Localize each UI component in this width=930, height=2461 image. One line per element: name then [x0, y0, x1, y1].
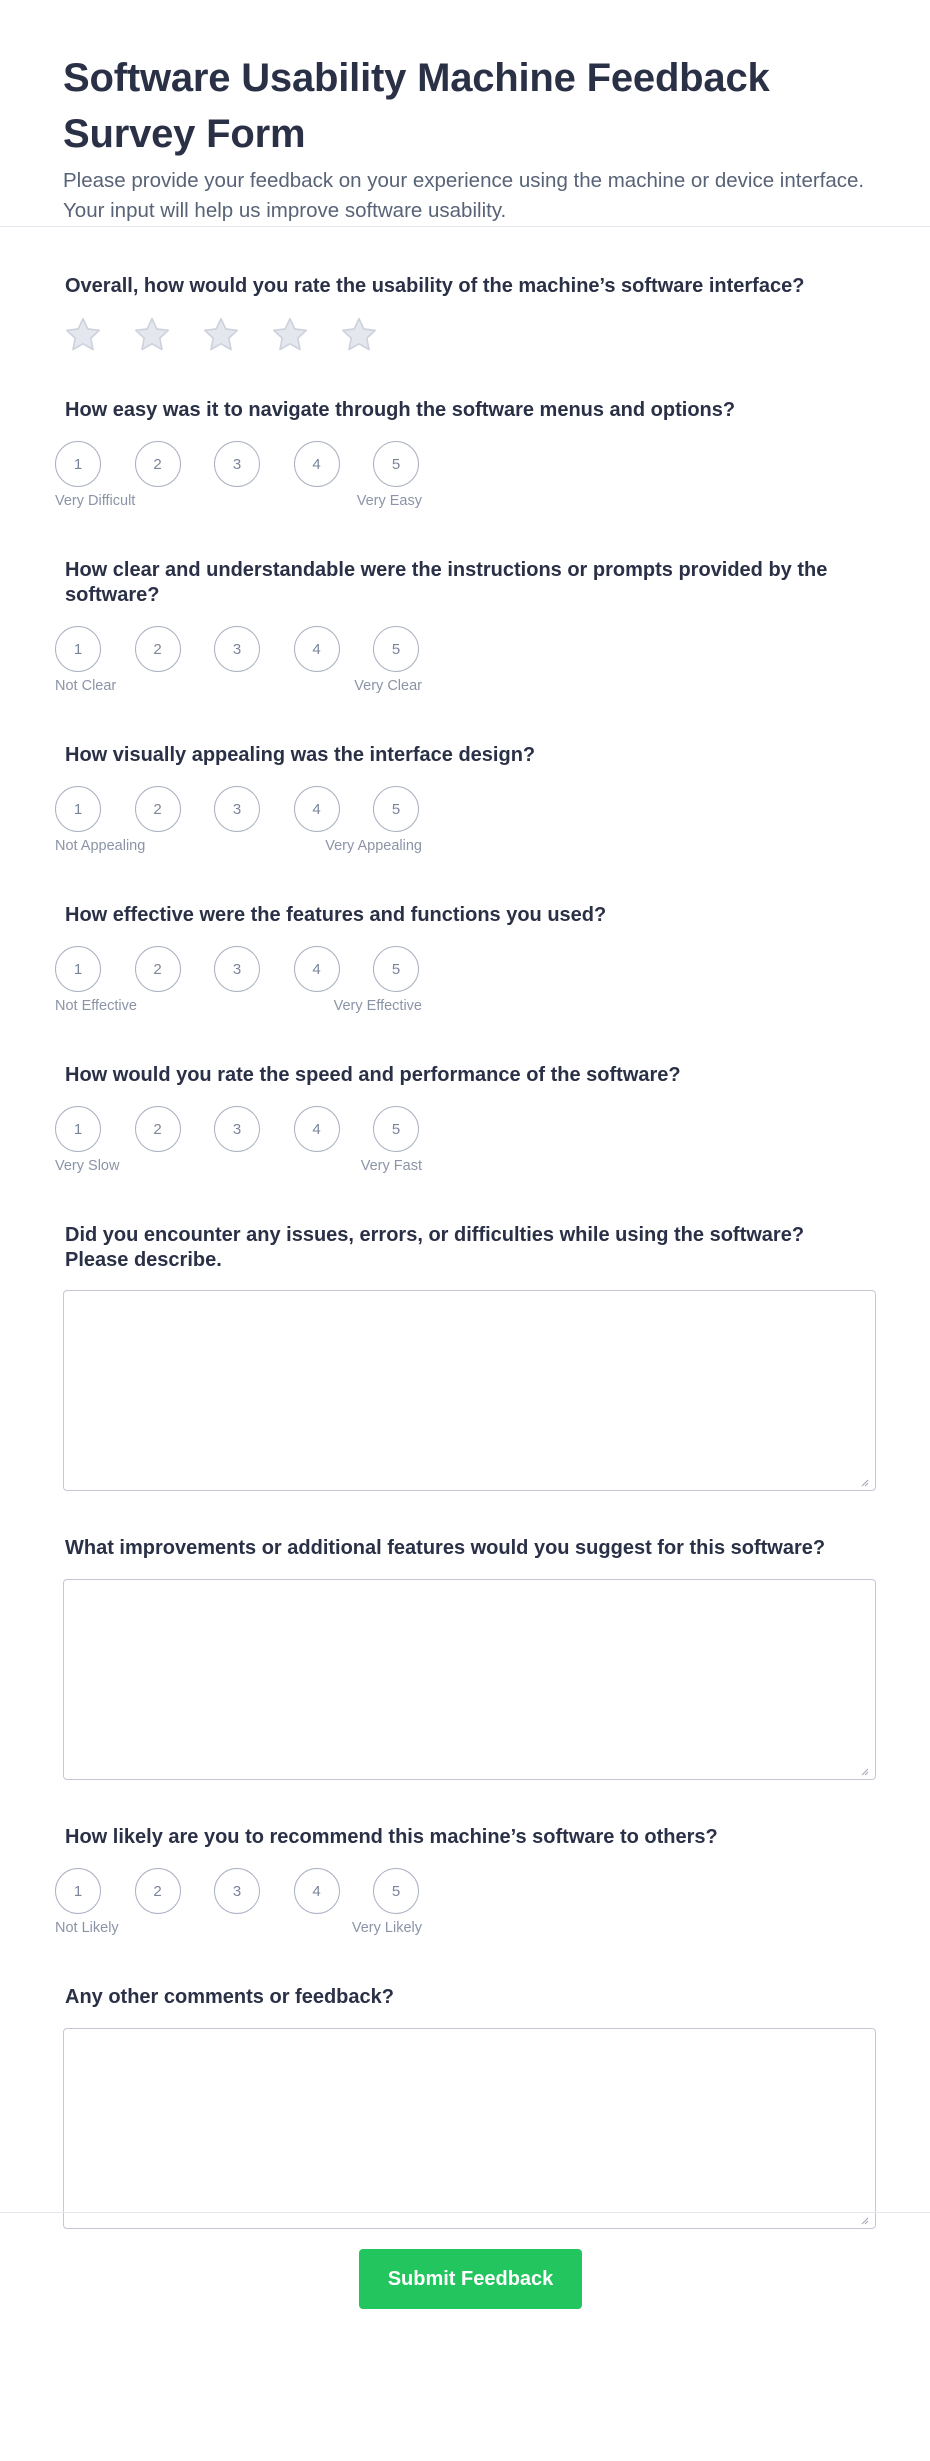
scale-option-4[interactable]: 4: [294, 1868, 340, 1914]
scale-option-3[interactable]: 3: [214, 946, 260, 992]
question-navigation-label: How easy was it to navigate through the software menus and options?: [65, 399, 736, 421]
survey-form: [0, 227, 930, 2212]
scale-option-4[interactable]: 4: [294, 786, 340, 832]
scale-option-3[interactable]: 3: [214, 441, 260, 487]
features-scale: [55, 946, 425, 1014]
scale-option-1[interactable]: 1: [55, 626, 101, 672]
scale-high-label: Very Likely: [351, 1920, 422, 1936]
scale-low-label: Very Difficult: [55, 493, 136, 509]
scale-option-1[interactable]: 1: [55, 946, 101, 992]
star-icon[interactable]: [201, 315, 241, 355]
scale-high-label: Very Fast: [360, 1158, 422, 1174]
star-icon[interactable]: [339, 315, 379, 355]
question-performance-label: How would you rate the speed and performance of the software?: [65, 1064, 681, 1086]
scale-high-label: Very Effective: [333, 998, 422, 1014]
scale-low-label: Not Clear: [55, 678, 117, 694]
scale-option-2[interactable]: 2: [135, 1106, 181, 1152]
page-title: Software Usability Machine Feedback Survey Form: [63, 56, 770, 156]
star-icon[interactable]: [132, 315, 172, 355]
scale-option-1[interactable]: 1: [55, 441, 101, 487]
navigation-scale: [55, 441, 425, 509]
scale-low-label: Very Slow: [55, 1158, 120, 1174]
scale-option-2[interactable]: 2: [135, 1868, 181, 1914]
resize-grip-icon[interactable]: [859, 1477, 869, 1487]
star-icon[interactable]: [63, 315, 103, 355]
scale-option-2[interactable]: 2: [135, 946, 181, 992]
question-usability-rating-label: Overall, how would you rate the usability of the machine’s software interface?: [65, 275, 805, 297]
scale-option-3[interactable]: 3: [214, 626, 260, 672]
usability-star-rating: [63, 315, 408, 355]
recommend-scale: [55, 1868, 425, 1936]
issues-textarea[interactable]: [63, 1290, 876, 1491]
scale-option-1[interactable]: 1: [55, 1868, 101, 1914]
scale-option-3[interactable]: 3: [214, 1868, 260, 1914]
star-icon[interactable]: [270, 315, 310, 355]
question-instructions-label: How clear and understandable were the instructions or prompts provided by the software?: [65, 559, 828, 606]
page-subtitle: Please provide your feedback on your experience using the machine or device interface. Your input will help us improve software usability.: [63, 169, 865, 222]
scale-option-4[interactable]: 4: [294, 946, 340, 992]
form-footer: [0, 2212, 930, 2461]
visual-appeal-scale: [55, 786, 425, 854]
performance-scale: [55, 1106, 425, 1174]
comments-textarea[interactable]: [63, 2028, 876, 2229]
scale-option-2[interactable]: 2: [135, 786, 181, 832]
question-other-comments-label: Any other comments or feedback?: [65, 1986, 394, 2008]
scale-option-5[interactable]: 5: [373, 1106, 419, 1152]
scale-option-5[interactable]: 5: [373, 1868, 419, 1914]
scale-high-label: Very Clear: [354, 678, 422, 694]
resize-grip-icon[interactable]: [859, 1766, 869, 1776]
question-recommend-label: How likely are you to recommend this machine’s software to others?: [65, 1826, 718, 1848]
scale-option-1[interactable]: 1: [55, 786, 101, 832]
question-improvements-label: What improvements or additional features would you suggest for this software?: [65, 1537, 826, 1559]
scale-option-3[interactable]: 3: [214, 786, 260, 832]
scale-option-5[interactable]: 5: [373, 786, 419, 832]
scale-option-5[interactable]: 5: [373, 441, 419, 487]
question-features-label: How effective were the features and functions you used?: [65, 904, 607, 926]
question-issues-label: Did you encounter any issues, errors, or difficulties while using the software? Please describe.: [65, 1224, 805, 1271]
scale-option-3[interactable]: 3: [214, 1106, 260, 1152]
scale-low-label: Not Appealing: [55, 838, 146, 854]
submit-feedback-button[interactable]: Submit Feedback: [359, 2249, 582, 2309]
survey-header: [0, 0, 930, 226]
scale-low-label: Not Likely: [55, 1920, 119, 1936]
improvements-textarea[interactable]: [63, 1579, 876, 1780]
scale-option-4[interactable]: 4: [294, 626, 340, 672]
scale-high-label: Very Easy: [356, 493, 422, 509]
scale-option-1[interactable]: 1: [55, 1106, 101, 1152]
scale-option-4[interactable]: 4: [294, 441, 340, 487]
scale-option-2[interactable]: 2: [135, 626, 181, 672]
scale-low-label: Not Effective: [55, 998, 137, 1014]
question-visual-appeal-label: How visually appealing was the interface design?: [65, 744, 536, 766]
instructions-scale: [55, 626, 425, 694]
scale-option-2[interactable]: 2: [135, 441, 181, 487]
scale-high-label: Very Appealing: [325, 838, 422, 854]
scale-option-5[interactable]: 5: [373, 626, 419, 672]
scale-option-4[interactable]: 4: [294, 1106, 340, 1152]
scale-option-5[interactable]: 5: [373, 946, 419, 992]
